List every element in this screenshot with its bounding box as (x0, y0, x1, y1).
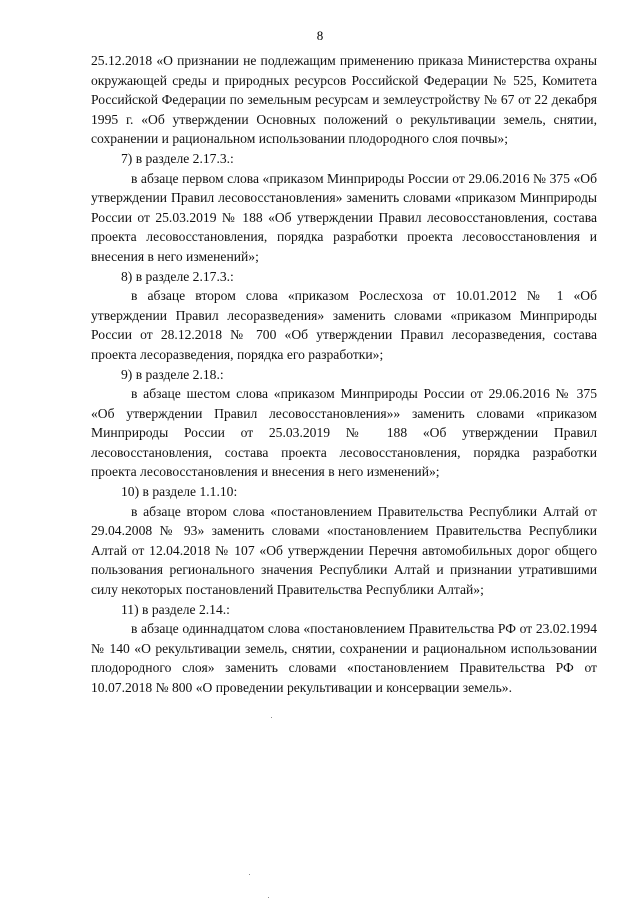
scan-speck (249, 874, 250, 875)
item-heading-7: 7) в разделе 2.17.3.: (121, 150, 234, 166)
item-body-8: в абзаце втором слова «приказом Рослесхоза от 10.01.2012 № 1 «Об утверждении Правил лесоразведения» заменить словами «приказом Минприроды России от 28.12.2018 № 700 «Об утверждении Правил лесоразведения, состава проекта лесоразведения, порядка его разработки»; (91, 288, 597, 362)
item-heading-8: 8) в разделе 2.17.3.: (121, 268, 234, 284)
item-body-11: в абзаце одиннадцатом слова «постановлением Правительства РФ от 23.02.1994 № 140 «О рекультивации земель, снятии, сохранении и рациональном использовании плодородного слоя» заменить словами «постановлением Правительства РФ от 10.07.2018 № 800 «О проведении рекультивации и консервации земель». (91, 621, 597, 695)
scan-speck (268, 897, 269, 898)
item-heading-10: 10) в разделе 1.1.10: (121, 484, 238, 500)
item-body-7: в абзаце первом слова «приказом Минприроды России от 29.06.2016 № 375 «Об утверждении Правил лесовосстановления» заменить словами «приказом Минприроды России от 25.03.2019 № 188 «Об утверждении Правил лесовосстановления, состава проекта лесовосстановления, порядка разработки проекта лесовосстановления и внесения в него изменений»; (91, 170, 597, 264)
page-number: 8 (316, 28, 324, 43)
item-body-10: в абзаце втором слова «постановлением Правительства Республики Алтай от 29.04.2008 № 93» заменить словами «постановлением Правительства Республики Алтай от 12.04.2018 № 107 «Об утверждении Перечня автомобильных дорог общего пользования регионального значения Республики Алтай и признании утратившими силу некоторых постановлений Правительства Республики Алтай»; (91, 503, 597, 598)
item-heading-11: 11) в разделе 2.14.: (121, 601, 230, 617)
paragraph-continuation: 25.12.2018 «О признании не подлежащим применению приказа Министерства охраны окружающей среды и природных ресурсов Российской Федерации № 525, Комитета Российской Федерации по земельным ресурсам и землеустройству № 67 от 22 декабря 1995 г. «Об утверждении Основных положений о рекультивации земель, снятии, сохранении и рациональном использовании плодородного слоя почвы»; (91, 53, 597, 147)
item-heading-9: 9) в разделе 2.18.: (121, 366, 224, 382)
item-body-9: в абзаце шестом слова «приказом Минприроды России от 29.06.2016 № 375 «Об утверждении Правил лесовосстановления»» заменить словами «приказом Минприроды России от 25.03.2019 № 188 «Об утверждении Правил лесовосстановления, состава проекта лесовосстановления, порядка разработки проекта лесовосстановления и внесения в него изменений»; (91, 386, 597, 480)
document-body (91, 51, 597, 698)
scan-speck (271, 717, 272, 718)
